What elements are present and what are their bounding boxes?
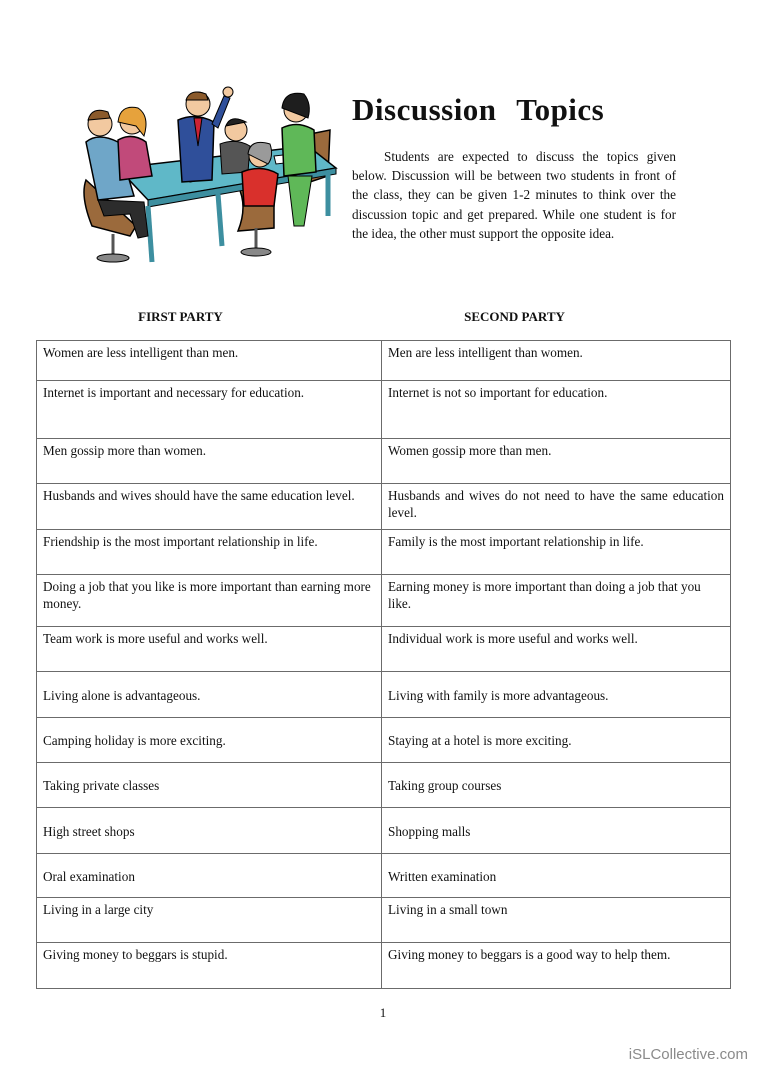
first-party-cell: Women are less intelligent than men. (37, 341, 382, 381)
table-row (37, 439, 731, 484)
page-title: Discussion Topics (352, 92, 605, 127)
table-row (37, 627, 731, 672)
first-party-cell: Men gossip more than women. (37, 439, 382, 484)
first-party-cell: Husbands and wives should have the same education level. (37, 484, 382, 530)
table-row (37, 854, 731, 898)
second-party-cell: Giving money to beggars is a good way to help them. (382, 943, 731, 989)
second-party-cell: Earning money is more important than doing a job that you like. (382, 575, 731, 627)
second-party-cell: Men are less intelligent than women. (382, 341, 731, 381)
table-row (37, 484, 731, 530)
table-row (37, 672, 731, 718)
second-party-cell: Shopping malls (382, 808, 731, 854)
table-row (37, 898, 731, 943)
first-party-cell: Living alone is advantageous. (37, 672, 382, 718)
second-party-cell: Family is the most important relationship in life. (382, 530, 731, 575)
second-party-cell: Husbands and wives do not need to have the same education level. (382, 484, 731, 530)
table-row (37, 808, 731, 854)
first-party-cell: Giving money to beggars is stupid. (37, 943, 382, 989)
second-party-header: SECOND PARTY (464, 309, 565, 324)
page-number: 1 (379, 1005, 387, 1020)
first-party-cell: Team work is more useful and works well. (37, 627, 382, 672)
second-party-cell: Living in a small town (382, 898, 731, 943)
second-party-cell: Staying at a hotel is more exciting. (382, 718, 731, 763)
first-party-cell: High street shops (37, 808, 382, 854)
discussion-meeting-illustration (78, 76, 340, 268)
topics-table (36, 340, 731, 989)
first-party-cell: Camping holiday is more exciting. (37, 718, 382, 763)
table-row (37, 530, 731, 575)
table-row (37, 341, 731, 381)
table-row (37, 381, 731, 439)
table-row (37, 943, 731, 989)
intro-paragraph: Students are expected to discuss the topics given below. Discussion will be between two students in front of the class, they can be given 1-2 minutes to think over the discussion topic and get prepared. While one student is for the idea, the other must support the opposite idea. (352, 149, 676, 241)
first-party-cell: Living in a large city (37, 898, 382, 943)
second-party-cell: Taking group courses (382, 763, 731, 808)
table-row (37, 763, 731, 808)
first-party-header: FIRST PARTY (138, 309, 223, 324)
first-party-cell: Internet is important and necessary for education. (37, 381, 382, 439)
second-party-cell: Individual work is more useful and works well. (382, 627, 731, 672)
second-party-cell: Living with family is more advantageous. (382, 672, 731, 718)
first-party-cell: Taking private classes (37, 763, 382, 808)
second-party-cell: Internet is not so important for education. (382, 381, 731, 439)
first-party-cell: Doing a job that you like is more important than earning more money. (37, 575, 382, 627)
second-party-cell: Written examination (382, 854, 731, 898)
table-row (37, 718, 731, 763)
table-row (37, 575, 731, 627)
first-party-cell: Oral examination (37, 854, 382, 898)
second-party-cell: Women gossip more than men. (382, 439, 731, 484)
first-party-cell: Friendship is the most important relationship in life. (37, 530, 382, 575)
watermark: iSLCollective.com (628, 1046, 748, 1063)
